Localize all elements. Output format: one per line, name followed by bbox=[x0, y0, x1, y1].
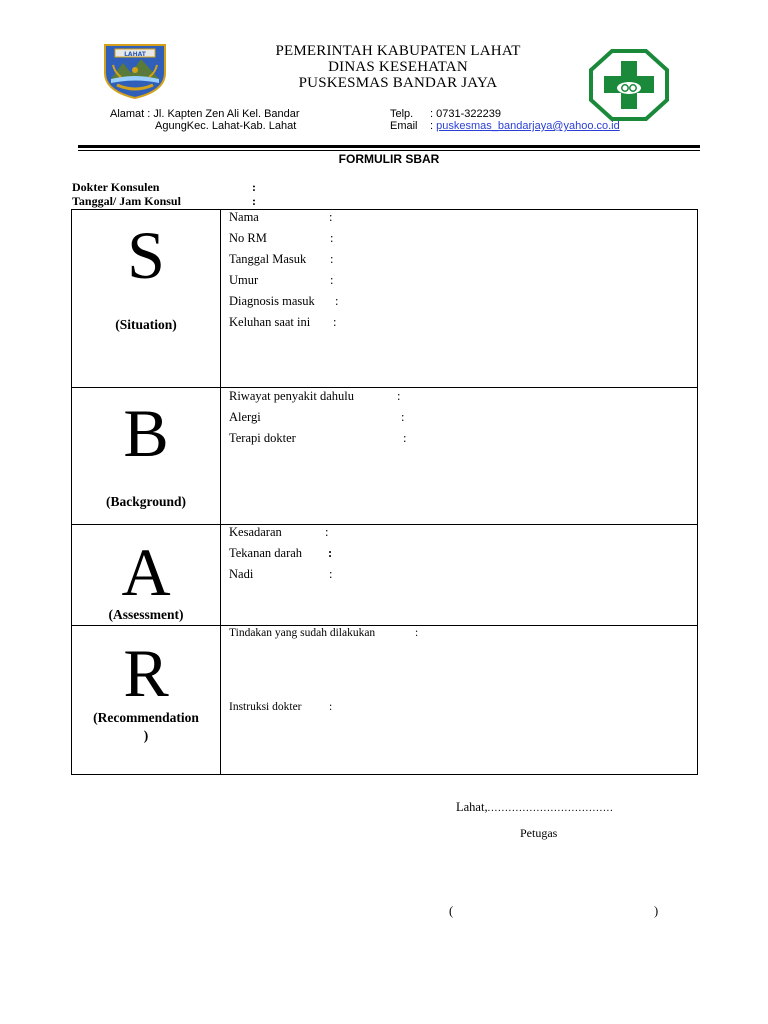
background-caption: (Background) bbox=[105, 494, 187, 509]
field-umur[interactable]: Umur : bbox=[229, 273, 334, 287]
field-nadi[interactable]: Nadi : bbox=[229, 567, 333, 581]
field-tindakan-yang-sudah-dilakukan[interactable]: Tindakan yang sudah dilakukan : bbox=[229, 627, 419, 639]
consult-date-colon: : bbox=[252, 194, 256, 208]
officer-label: Petugas bbox=[520, 826, 558, 840]
field-keluhan-saat-ini[interactable]: Keluhan saat ini : bbox=[229, 315, 337, 329]
field-nama[interactable]: Nama : bbox=[229, 210, 333, 224]
recommendation-caption-line2: ) bbox=[143, 728, 149, 743]
field-terapi-dokter[interactable]: Terapi dokter : bbox=[229, 431, 407, 445]
left-logo-text: LAHAT bbox=[124, 51, 146, 58]
situation-row bbox=[72, 210, 697, 387]
situation-caption: (Situation) bbox=[115, 317, 177, 332]
recommendation-caption-line1: (Recommendation bbox=[93, 710, 199, 725]
assessment-row bbox=[72, 524, 697, 625]
signature-place: Lahat, bbox=[456, 800, 488, 814]
background-letter: B bbox=[123, 395, 169, 471]
assessment-caption: (Assessment) bbox=[108, 607, 184, 622]
field-tekanan-darah[interactable]: Tekanan darah : bbox=[229, 546, 333, 560]
assessment-label-cell bbox=[72, 525, 221, 625]
field-no-rm[interactable]: No RM : bbox=[229, 231, 334, 245]
address-line-2: AgungKec. Lahat-Kab. Lahat bbox=[155, 120, 297, 132]
header-divider-thick bbox=[78, 145, 700, 148]
recommendation-row bbox=[72, 625, 697, 774]
field-alergi[interactable]: Alergi : bbox=[229, 410, 405, 424]
field-instruksi-dokter[interactable]: Instruksi dokter : bbox=[229, 701, 333, 713]
signature-place-date bbox=[456, 800, 614, 815]
email-label: Email bbox=[390, 120, 418, 132]
situation-label-cell bbox=[72, 210, 221, 387]
header-clinic-line: PUSKESMAS BANDAR JAYA bbox=[298, 75, 498, 91]
signature-open-paren: ( bbox=[449, 904, 454, 918]
header-government-line: PEMERINTAH KABUPATEN LAHAT bbox=[275, 43, 521, 59]
telp-value: : 0731-322239 bbox=[430, 108, 501, 120]
field-tanggal-masuk[interactable]: Tanggal Masuk : bbox=[229, 252, 334, 266]
address-line-1: Alamat : Jl. Kapten Zen Ali Kel. Bandar bbox=[110, 108, 300, 120]
field-riwayat-penyakit-dahulu[interactable]: Riwayat penyakit dahulu : bbox=[229, 389, 401, 403]
puskesmas-cross-logo-icon bbox=[588, 48, 670, 122]
consult-date-label: Tanggal/ Jam Konsul bbox=[72, 194, 181, 208]
email-prefix: : bbox=[430, 120, 437, 132]
header-department-line: DINAS KESEHATAN bbox=[328, 59, 468, 75]
assessment-letter: A bbox=[121, 534, 171, 610]
consultant-colon: : bbox=[252, 180, 256, 194]
consultant-label: Dokter Konsulen bbox=[72, 180, 160, 194]
recommendation-label-cell bbox=[72, 626, 221, 774]
sbar-table bbox=[71, 209, 698, 775]
email-link[interactable]: puskesmas_bandarjaya@yahoo.co.id bbox=[436, 120, 620, 132]
situation-letter: S bbox=[127, 217, 165, 293]
lahat-regency-emblem-icon bbox=[101, 43, 169, 99]
signature-date-dots[interactable]: .................................... bbox=[487, 803, 614, 814]
header-divider-thin bbox=[78, 150, 700, 151]
form-title: FORMULIR SBAR bbox=[338, 152, 440, 166]
telp-label: Telp. bbox=[390, 108, 414, 120]
field-kesadaran[interactable]: Kesadaran : bbox=[229, 525, 329, 539]
recommendation-letter: R bbox=[123, 635, 169, 711]
background-label-cell bbox=[72, 388, 221, 524]
background-row bbox=[72, 387, 697, 524]
field-diagnosis-masuk[interactable]: Diagnosis masuk : bbox=[229, 294, 339, 308]
signature-close-paren: ) bbox=[654, 904, 659, 918]
email-value-wrapper bbox=[430, 120, 620, 132]
